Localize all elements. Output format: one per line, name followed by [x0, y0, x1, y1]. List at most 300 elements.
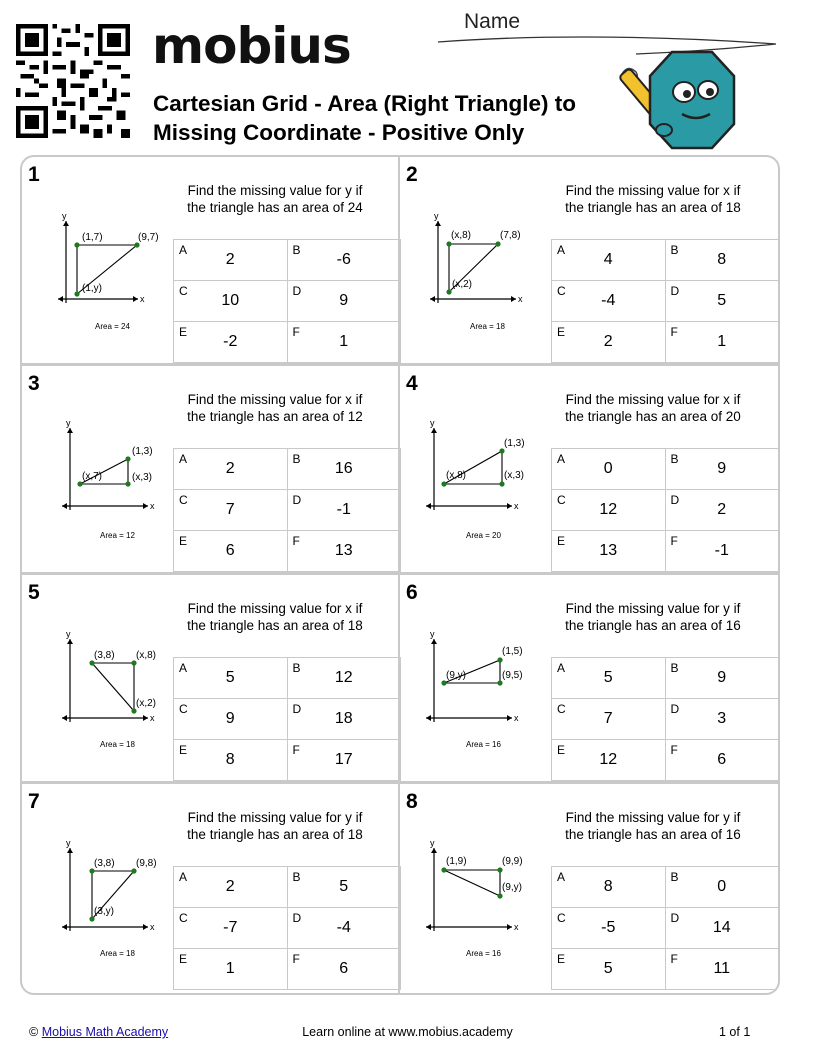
- prompt-line: Find the missing value for x if: [187, 601, 363, 616]
- answer-choice-e[interactable]: [552, 949, 666, 990]
- choice-letter: C: [557, 702, 566, 716]
- vertex-label: (7,8): [500, 230, 521, 241]
- triangle: [92, 663, 134, 711]
- choice-value: -7: [223, 919, 238, 936]
- triangle-diagram: [30, 623, 170, 753]
- problem-prompt: [550, 392, 756, 425]
- problem-number: 6: [406, 581, 418, 604]
- choice-value: 6: [339, 960, 349, 977]
- y-axis-label: y: [62, 211, 67, 221]
- qr-code: [16, 24, 130, 138]
- choice-value: 7: [603, 710, 613, 727]
- choice-value: -4: [601, 292, 616, 309]
- y-axis-arrow: [67, 639, 73, 644]
- choice-value: 9: [717, 669, 727, 686]
- triangle-diagram: [408, 623, 548, 753]
- choice-value: 2: [225, 878, 235, 895]
- choice-value: 5: [339, 878, 349, 895]
- choice-letter: A: [557, 661, 566, 675]
- choice-letter: F: [670, 534, 678, 548]
- prompt-line: the triangle has an area of 24: [187, 199, 363, 215]
- x-axis-label: x: [150, 501, 155, 511]
- y-axis-arrow: [435, 221, 441, 226]
- problem-number: 4: [406, 372, 418, 395]
- choice-letter: E: [557, 743, 566, 757]
- vertex-label: (1,7): [82, 232, 103, 243]
- choice-value: 2: [717, 501, 727, 518]
- prompt-line: Find the missing value for y if: [187, 183, 363, 198]
- problem-3: [22, 366, 400, 575]
- answer-choice-c[interactable]: [552, 490, 666, 531]
- choice-value: 5: [603, 960, 613, 977]
- choice-letter: A: [179, 243, 188, 257]
- prompt-line: Find the missing value for y if: [187, 810, 363, 825]
- choice-letter: A: [557, 870, 566, 884]
- y-axis-label: y: [430, 838, 435, 848]
- prompt-line: Find the missing value for x if: [187, 392, 363, 407]
- choice-letter: C: [179, 702, 188, 716]
- vertex-label: (9,8): [136, 858, 157, 869]
- vertex-label: (9,9): [502, 856, 523, 867]
- triangle-vertex: [441, 680, 446, 685]
- answer-choice-b[interactable]: [287, 867, 401, 908]
- choice-value: 12: [334, 669, 353, 686]
- answer-choice-c[interactable]: [552, 699, 666, 740]
- triangle-vertex: [77, 481, 82, 486]
- y-axis-arrow: [67, 428, 73, 433]
- y-axis-label: y: [66, 629, 71, 639]
- answer-choice-a[interactable]: [174, 867, 288, 908]
- choice-value: 6: [225, 542, 235, 559]
- x-axis-arrow: [143, 924, 148, 930]
- triangle-vertex: [441, 481, 446, 486]
- answer-choices: [173, 657, 401, 781]
- vertex-label: (3,8): [94, 650, 115, 661]
- prompt-line: the triangle has an area of 18: [187, 617, 363, 633]
- choice-value: 4: [603, 251, 613, 268]
- choice-value: 5: [603, 669, 613, 686]
- answer-choice-d[interactable]: [287, 281, 401, 322]
- triangle-diagram: [30, 832, 170, 962]
- choice-letter: B: [670, 870, 679, 884]
- name-label: Name: [464, 10, 521, 33]
- triangle-vertex: [499, 481, 504, 486]
- area-label: Area = 24: [95, 322, 130, 331]
- choice-value: 1: [339, 333, 349, 350]
- answer-choice-a[interactable]: [552, 658, 666, 699]
- problem-prompt: [172, 392, 378, 425]
- problem-number: 3: [28, 372, 40, 395]
- vertex-label: (x,7): [82, 471, 102, 482]
- choice-letter: E: [557, 952, 566, 966]
- choice-letter: A: [557, 452, 566, 466]
- problem-number: 2: [406, 163, 418, 186]
- choice-letter: D: [670, 702, 680, 716]
- copyright-symbol: ©: [29, 1025, 39, 1039]
- choice-value: 17: [334, 751, 353, 768]
- triangle-diagram: [30, 205, 170, 335]
- choice-value: 9: [717, 460, 727, 477]
- answer-choice-e[interactable]: [552, 531, 666, 572]
- prompt-line: the triangle has an area of 16: [565, 826, 741, 842]
- vertex-label: (1,9): [446, 856, 467, 867]
- area-label: Area = 16: [466, 740, 501, 749]
- choice-letter: E: [179, 952, 188, 966]
- answer-choice-e[interactable]: [552, 740, 666, 781]
- choice-letter: C: [179, 911, 188, 925]
- choice-letter: F: [292, 952, 300, 966]
- choice-letter: C: [557, 911, 566, 925]
- answer-choice-c[interactable]: [174, 281, 288, 322]
- choice-letter: D: [292, 284, 302, 298]
- prompt-line: Find the missing value for x if: [565, 392, 741, 407]
- problems-panel: [20, 155, 780, 995]
- problem-4: [400, 366, 778, 575]
- x-axis-arrow: [133, 296, 138, 302]
- answer-choice-c[interactable]: [174, 908, 288, 949]
- vertex-label: (9,7): [138, 232, 159, 243]
- y-axis-label: y: [430, 629, 435, 639]
- area-label: Area = 18: [100, 949, 135, 958]
- y-axis-label: y: [434, 211, 439, 221]
- problem-7: [22, 784, 400, 993]
- x-axis-arrow: [511, 296, 516, 302]
- triangle: [444, 870, 500, 896]
- x-axis-label: x: [150, 713, 155, 723]
- answer-choices: [173, 866, 401, 990]
- prompt-line: the triangle has an area of 16: [565, 617, 741, 633]
- choice-letter: D: [670, 284, 680, 298]
- answer-choice-b[interactable]: [665, 658, 779, 699]
- area-label: Area = 18: [470, 322, 505, 331]
- answer-choice-d[interactable]: [665, 908, 779, 949]
- triangle-diagram: [408, 414, 548, 544]
- choice-letter: B: [292, 243, 301, 257]
- choice-value: 12: [599, 501, 618, 518]
- choice-value: 3: [717, 710, 727, 727]
- triangle-vertex: [446, 289, 451, 294]
- answer-choice-a[interactable]: [174, 658, 288, 699]
- problem-prompt: [172, 601, 378, 634]
- choice-value: 5: [225, 669, 235, 686]
- answer-choice-e[interactable]: [174, 531, 288, 572]
- triangle-vertex: [446, 241, 451, 246]
- mobius-academy-link[interactable]: Mobius Math Academy: [41, 1025, 169, 1039]
- choice-value: 13: [334, 542, 353, 559]
- answer-choice-f[interactable]: [665, 322, 779, 363]
- problem-number: 1: [28, 163, 40, 186]
- choice-letter: D: [292, 911, 302, 925]
- choice-value: -5: [601, 919, 616, 936]
- area-label: Area = 12: [100, 531, 135, 540]
- answer-choice-f[interactable]: [665, 949, 779, 990]
- problem-prompt: [172, 183, 378, 216]
- choice-value: 0: [603, 460, 613, 477]
- choice-letter: F: [292, 325, 300, 339]
- choice-value: -4: [336, 919, 351, 936]
- answer-choice-e[interactable]: [174, 740, 288, 781]
- triangle-vertex: [89, 660, 94, 665]
- y-axis-arrow: [67, 848, 73, 853]
- choice-value: 9: [225, 710, 235, 727]
- answer-choice-b[interactable]: [287, 658, 401, 699]
- x-axis-left-arrow: [62, 715, 67, 721]
- choice-letter: D: [670, 911, 680, 925]
- area-label: Area = 18: [100, 740, 135, 749]
- prompt-line: the triangle has an area of 20: [565, 408, 741, 424]
- vertex-label: (9,y): [502, 882, 522, 893]
- triangle-vertex: [74, 242, 79, 247]
- x-axis-left-arrow: [426, 715, 431, 721]
- title-line-2: Missing Coordinate - Positive Only: [153, 120, 525, 145]
- x-axis-left-arrow: [426, 924, 431, 930]
- choice-value: 1: [717, 333, 727, 350]
- x-axis-label: x: [150, 922, 155, 932]
- answer-choice-b[interactable]: [665, 240, 779, 281]
- triangle-vertex: [497, 867, 502, 872]
- x-axis-left-arrow: [58, 296, 63, 302]
- prompt-line: Find the missing value for y if: [565, 601, 741, 616]
- x-axis-arrow: [507, 715, 512, 721]
- choice-value: -1: [336, 501, 351, 518]
- problem-prompt: [550, 810, 756, 843]
- problem-prompt: [550, 601, 756, 634]
- x-axis-left-arrow: [62, 503, 67, 509]
- x-axis-label: x: [514, 713, 519, 723]
- triangle-vertex: [131, 660, 136, 665]
- triangle-vertex: [497, 893, 502, 898]
- answer-choices: [173, 239, 401, 363]
- x-axis-arrow: [507, 924, 512, 930]
- prompt-line: Find the missing value for y if: [565, 810, 741, 825]
- problem-6: [400, 575, 778, 784]
- choice-value: 11: [713, 960, 731, 977]
- answer-choice-d[interactable]: [287, 699, 401, 740]
- answer-choices: [551, 239, 779, 363]
- answer-choice-c[interactable]: [174, 699, 288, 740]
- triangle-diagram: [408, 205, 548, 335]
- choice-letter: A: [557, 243, 566, 257]
- y-axis-label: y: [66, 418, 71, 428]
- mobius-logo: mobius: [152, 17, 351, 75]
- y-axis-label: y: [66, 838, 71, 848]
- title-line-1: Cartesian Grid - Area (Right Triangle) to: [153, 91, 576, 116]
- x-axis-arrow: [143, 503, 148, 509]
- problem-2: [400, 157, 778, 366]
- answer-choice-f[interactable]: [287, 531, 401, 572]
- triangle-vertex: [131, 868, 136, 873]
- choice-value: 8: [603, 878, 613, 895]
- answer-choice-a[interactable]: [174, 449, 288, 490]
- prompt-line: Find the missing value for x if: [565, 183, 741, 198]
- answer-choice-f[interactable]: [665, 531, 779, 572]
- answer-choice-f[interactable]: [287, 322, 401, 363]
- triangle-diagram: [30, 414, 170, 544]
- answer-choice-e[interactable]: [174, 322, 288, 363]
- answer-choice-c[interactable]: [552, 281, 666, 322]
- triangle-vertex: [134, 242, 139, 247]
- answer-choices: [551, 866, 779, 990]
- problem-8: [400, 784, 778, 993]
- x-axis-left-arrow: [62, 924, 67, 930]
- answer-choice-c[interactable]: [174, 490, 288, 531]
- triangle-vertex: [497, 657, 502, 662]
- choice-letter: F: [670, 325, 678, 339]
- vertex-label: (x,3): [132, 472, 152, 483]
- problem-number: 5: [28, 581, 40, 604]
- prompt-line: the triangle has an area of 12: [187, 408, 363, 424]
- triangle-vertex: [89, 868, 94, 873]
- x-axis-arrow: [507, 503, 512, 509]
- choice-letter: F: [292, 743, 300, 757]
- choice-letter: C: [557, 493, 566, 507]
- choice-letter: B: [292, 661, 301, 675]
- x-axis-label: x: [514, 922, 519, 932]
- answer-choice-f[interactable]: [287, 740, 401, 781]
- problem-prompt: [172, 810, 378, 843]
- vertex-label: (3,y): [94, 906, 114, 917]
- problem-prompt: [550, 183, 756, 216]
- choice-letter: C: [179, 493, 188, 507]
- choice-letter: B: [670, 452, 679, 466]
- choice-value: -2: [223, 333, 238, 350]
- choice-value: 2: [225, 460, 235, 477]
- problem-number: 8: [406, 790, 418, 813]
- choice-letter: A: [179, 870, 188, 884]
- vertex-label: (1,3): [132, 446, 153, 457]
- choice-value: -1: [714, 542, 729, 559]
- triangle-vertex: [125, 456, 130, 461]
- answer-choice-a[interactable]: [552, 449, 666, 490]
- answer-choice-d[interactable]: [287, 908, 401, 949]
- answer-choice-a[interactable]: [552, 867, 666, 908]
- y-axis-arrow: [63, 221, 69, 226]
- x-axis-left-arrow: [426, 503, 431, 509]
- answer-choice-e[interactable]: [174, 949, 288, 990]
- answer-choice-b[interactable]: [665, 867, 779, 908]
- choice-value: 9: [339, 292, 349, 309]
- choice-letter: A: [179, 661, 188, 675]
- choice-letter: B: [292, 870, 301, 884]
- triangle-vertex: [497, 680, 502, 685]
- answer-choice-d[interactable]: [287, 490, 401, 531]
- choice-letter: F: [292, 534, 300, 548]
- y-axis-arrow: [431, 639, 437, 644]
- choice-letter: F: [670, 952, 678, 966]
- footer-learn-online: Learn online at www.mobius.academy: [302, 1025, 513, 1039]
- triangle-vertex: [495, 241, 500, 246]
- choice-value: 1: [225, 960, 235, 977]
- choice-value: 7: [225, 501, 235, 518]
- choice-letter: B: [292, 452, 301, 466]
- choice-value: 12: [599, 751, 618, 768]
- choice-value: 18: [334, 710, 353, 727]
- x-axis-label: x: [140, 294, 145, 304]
- vertex-label: (3,8): [94, 858, 115, 869]
- problem-5: [22, 575, 400, 784]
- area-label: Area = 16: [466, 949, 501, 958]
- answer-choice-b[interactable]: [287, 449, 401, 490]
- answer-choice-c[interactable]: [552, 908, 666, 949]
- vertex-label: (x,8): [451, 230, 471, 241]
- mascot-illustration: [612, 44, 752, 156]
- triangle-vertex: [74, 291, 79, 296]
- vertex-label: (9,5): [502, 670, 523, 681]
- choice-letter: E: [179, 743, 188, 757]
- choice-letter: D: [292, 702, 302, 716]
- problems-grid: [22, 157, 778, 993]
- worksheet-title: [153, 89, 653, 147]
- answer-choice-d[interactable]: [665, 699, 779, 740]
- y-axis-arrow: [431, 428, 437, 433]
- answer-choice-a[interactable]: [552, 240, 666, 281]
- choice-letter: D: [670, 493, 680, 507]
- vertex-label: (1,5): [502, 646, 523, 657]
- choice-letter: A: [179, 452, 188, 466]
- x-axis-arrow: [143, 715, 148, 721]
- vertex-label: (1,3): [504, 438, 525, 449]
- vertex-label: (x,8): [136, 650, 156, 661]
- choice-value: 13: [599, 542, 618, 559]
- choice-letter: E: [179, 325, 188, 339]
- answer-choice-b[interactable]: [287, 240, 401, 281]
- choice-value: 2: [603, 333, 613, 350]
- answer-choice-d[interactable]: [665, 281, 779, 322]
- choice-value: 2: [225, 251, 235, 268]
- triangle-diagram: [408, 832, 548, 962]
- triangle-vertex: [131, 708, 136, 713]
- answer-choice-e[interactable]: [552, 322, 666, 363]
- choice-value: 5: [717, 292, 727, 309]
- answer-choice-d[interactable]: [665, 490, 779, 531]
- choice-letter: C: [179, 284, 188, 298]
- choice-value: 14: [712, 919, 731, 936]
- problem-number: 7: [28, 790, 40, 813]
- prompt-line: the triangle has an area of 18: [565, 199, 741, 215]
- answer-choice-a[interactable]: [174, 240, 288, 281]
- answer-choice-b[interactable]: [665, 449, 779, 490]
- answer-choice-f[interactable]: [665, 740, 779, 781]
- y-axis-label: y: [430, 418, 435, 428]
- vertex-label: (1,y): [82, 283, 102, 294]
- triangle-vertex: [89, 916, 94, 921]
- choice-letter: B: [670, 661, 679, 675]
- choice-value: 8: [225, 751, 235, 768]
- choice-letter: E: [179, 534, 188, 548]
- prompt-line: the triangle has an area of 18: [187, 826, 363, 842]
- choice-letter: C: [557, 284, 566, 298]
- y-axis-arrow: [431, 848, 437, 853]
- x-axis-left-arrow: [430, 296, 435, 302]
- choice-letter: F: [670, 743, 678, 757]
- vertex-label: (x,3): [504, 470, 524, 481]
- triangle-vertex: [441, 867, 446, 872]
- answer-choices: [551, 448, 779, 572]
- choice-value: -6: [336, 251, 351, 268]
- triangle-vertex: [125, 481, 130, 486]
- choice-letter: D: [292, 493, 302, 507]
- answer-choice-f[interactable]: [287, 949, 401, 990]
- choice-letter: E: [557, 534, 566, 548]
- choice-value: 10: [221, 292, 240, 309]
- area-label: Area = 20: [466, 531, 501, 540]
- vertex-label: (x,8): [446, 470, 466, 481]
- vertex-label: (9,y): [446, 670, 466, 681]
- triangle-vertex: [499, 448, 504, 453]
- x-axis-label: x: [518, 294, 523, 304]
- choice-value: 0: [717, 878, 727, 895]
- footer-page-number: 1 of 1: [719, 1025, 751, 1039]
